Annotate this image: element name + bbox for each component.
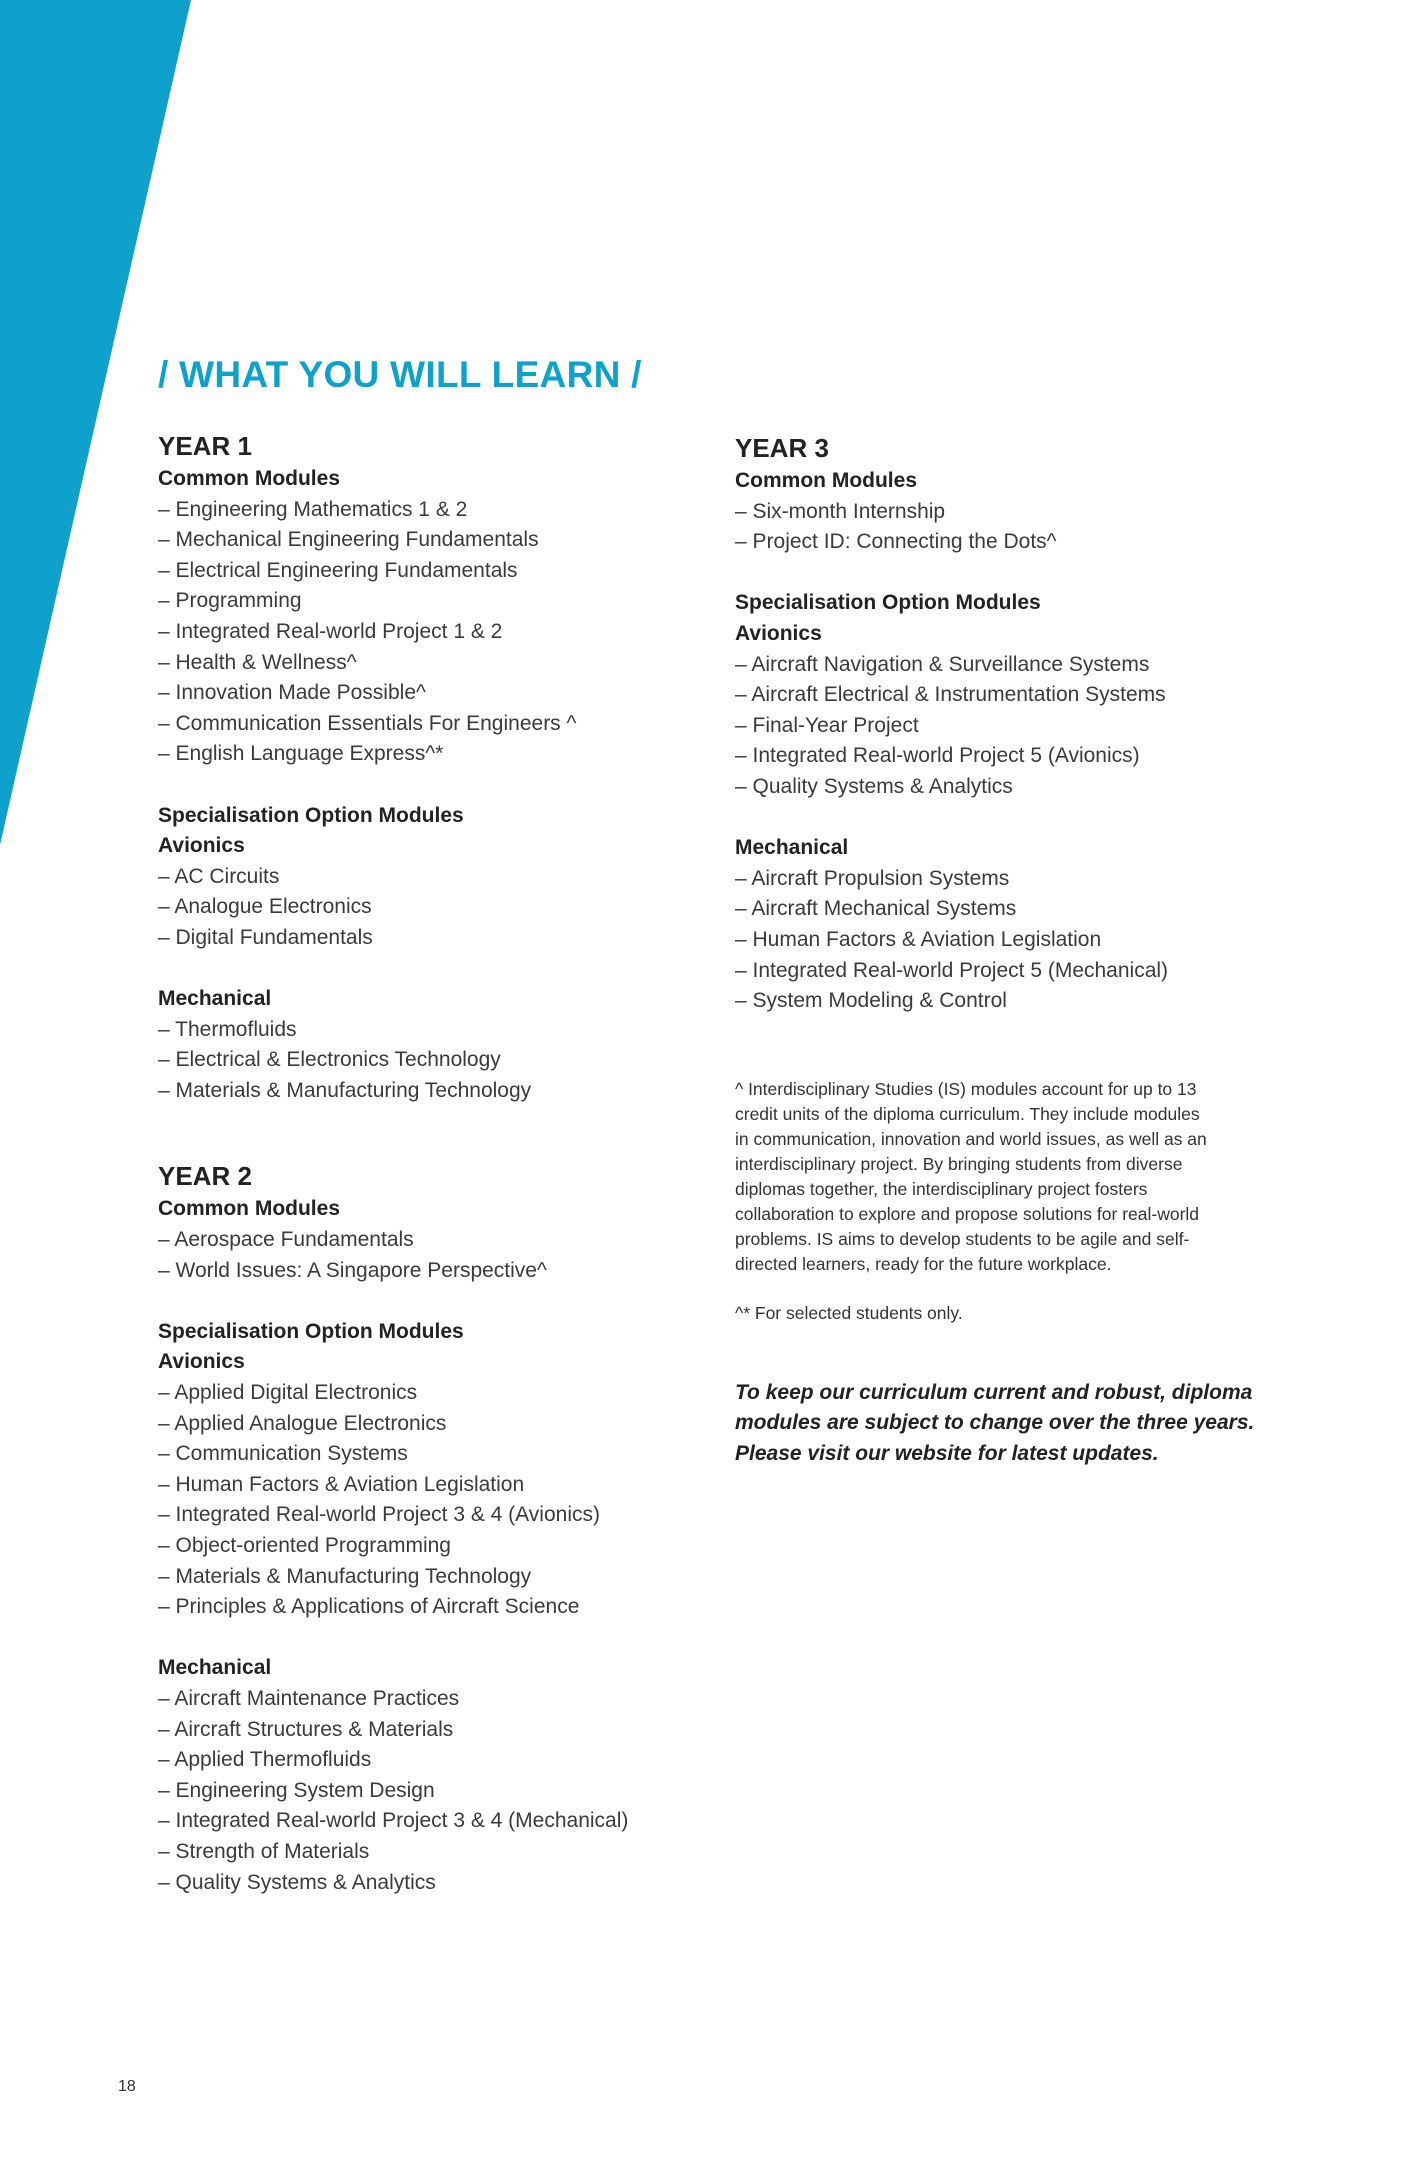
year-2-common-title: Common Modules [158,1197,340,1221]
left-column [158,428,718,1898]
year-2-title: YEAR 2 [158,1161,252,1192]
list-item: – Project ID: Connecting the Dots^ [735,530,1057,554]
list-item: – Principles & Applications of Aircraft Science [158,1595,580,1619]
list-item: – Human Factors & Aviation Legislation [735,927,1102,951]
page-number: 18 [118,2078,136,2095]
year-3-mechanical-title: Mechanical [735,836,849,860]
footnote-line: directed learners, ready for the future workplace. [735,1253,1112,1274]
list-item: – Engineering System Design [158,1778,435,1802]
list-item: – Programming [158,589,302,613]
list-item: – Materials & Manufacturing Technology [158,1564,532,1588]
footnote-line: problems. IS aims to develop students to be agile and self- [735,1228,1190,1249]
footnote-line: diplomas together, the interdisciplinary project fosters [735,1178,1148,1199]
year-3-common-list [735,497,1255,558]
list-item: – Aircraft Navigation & Surveillance Systems [735,652,1150,676]
year-3-spec-title: Specialisation Option Modules [735,591,1041,615]
page-heading: / WHAT YOU WILL LEARN / [158,354,642,395]
disclaimer-line: modules are subject to change over the three years. [735,1411,1255,1435]
list-item: – Final-Year Project [735,713,919,737]
list-item: – Aircraft Maintenance Practices [158,1686,460,1710]
list-item: – Analogue Electronics [158,895,372,919]
year-1-mechanical-title: Mechanical [158,987,272,1011]
list-item: – Materials & Manufacturing Technology [158,1078,532,1102]
list-item: – System Modeling & Control [735,989,1007,1013]
list-item: – Integrated Real-world Project 3 & 4 (Avionics) [158,1503,600,1527]
year-3-avionics-list [735,650,1255,803]
list-item: – Integrated Real-world Project 1 & 2 [158,619,503,643]
footnote-line: interdisciplinary project. By bringing students from diverse [735,1153,1183,1174]
year-1-common-list [158,495,718,770]
list-item: – Object-oriented Programming [158,1534,451,1557]
list-item: – Applied Analogue Electronics [158,1411,447,1435]
year-3-section [735,430,1255,1017]
curriculum-disclaimer [735,1378,1255,1470]
list-item: – Applied Thermofluids [158,1748,372,1772]
list-item: – Integrated Real-world Project 5 (Avionics) [735,744,1140,768]
year-1-section [158,428,718,1106]
list-item: – AC Circuits [158,864,280,888]
year-2-mechanical-title: Mechanical [158,1656,272,1680]
list-item: – Human Factors & Aviation Legislation [158,1472,525,1496]
year-3-common-title: Common Modules [735,469,917,492]
list-item: – Applied Digital Electronics [158,1381,418,1405]
year-3-mechanical-list [735,864,1255,1017]
disclaimer-line: Please visit our website for latest updates. [735,1441,1159,1465]
year-1-common-title: Common Modules [158,467,340,490]
list-item: – Engineering Mathematics 1 & 2 [158,497,468,521]
list-item: – Aircraft Structures & Materials [158,1717,454,1741]
list-item: – Health & Wellness^ [158,650,357,674]
list-item: – English Language Express^* [158,742,444,766]
list-item: – Innovation Made Possible^ [158,681,426,705]
list-item: – Communication Essentials For Engineers ^ [158,711,577,735]
year-2-mechanical-list [158,1684,718,1898]
year-2-common-list [158,1225,718,1286]
year-2-avionics-title: Avionics [158,1350,245,1374]
list-item: – World Issues: A Singapore Perspective^ [158,1258,547,1282]
footnote-line: credit units of the diploma curriculum. They include modules [735,1103,1200,1124]
year-1-spec-title: Specialisation Option Modules [158,803,464,827]
year-3-title: YEAR 3 [735,433,829,463]
year-1-title: YEAR 1 [158,431,252,461]
list-item: – Quality Systems & Analytics [158,1870,436,1894]
year-1-mechanical-list [158,1015,718,1107]
list-item: – Six-month Internship [735,499,946,523]
list-item: – Aircraft Propulsion Systems [735,866,1010,890]
is-footnote [735,1077,1255,1277]
footnote-line: ^ Interdisciplinary Studies (IS) modules account for up to 13 [735,1078,1197,1099]
list-item: – Aircraft Electrical & Instrumentation Systems [735,683,1166,707]
list-item: – Thermofluids [158,1017,297,1041]
list-item: – Communication Systems [158,1442,408,1466]
year-1-avionics-title: Avionics [158,834,245,858]
footnote-line: collaboration to explore and propose solutions for real-world [735,1203,1200,1224]
selected-students-note: ^* For selected students only. [735,1302,963,1323]
disclaimer-line: To keep our curriculum current and robust, diploma [735,1380,1253,1404]
year-3-avionics-title: Avionics [735,621,822,645]
list-item: – Digital Fundamentals [158,925,373,949]
year-2-section [158,1158,718,1898]
footnote-line: in communication, innovation and world issues, as well as an [735,1128,1207,1149]
list-item: – Aircraft Mechanical Systems [735,897,1017,921]
list-item: – Strength of Materials [158,1839,370,1863]
right-column [735,430,1255,1469]
list-item: – Integrated Real-world Project 3 & 4 (Mechanical) [158,1809,629,1833]
list-item: – Electrical Engineering Fundamentals [158,558,518,582]
list-item: – Aerospace Fundamentals [158,1228,414,1252]
year-2-spec-title: Specialisation Option Modules [158,1319,464,1343]
list-item: – Mechanical Engineering Fundamentals [158,528,539,552]
list-item: – Quality Systems & Analytics [735,774,1013,798]
list-item: – Integrated Real-world Project 5 (Mechanical) [735,958,1169,982]
year-1-avionics-list [158,862,718,954]
list-item: – Electrical & Electronics Technology [158,1048,501,1072]
year-2-avionics-list [158,1378,718,1623]
